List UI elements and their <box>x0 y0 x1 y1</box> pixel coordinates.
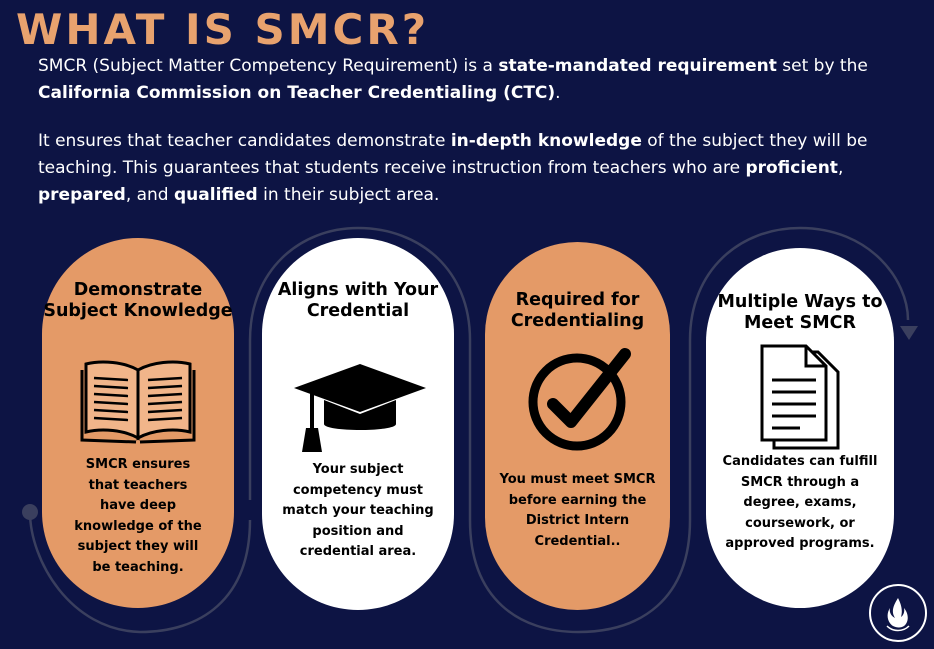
intro-bold-text: state-mandated requirement <box>498 56 777 76</box>
card-description: SMCR ensures that teachers have deep knowledge of the subject they will be teaching. <box>74 457 202 575</box>
card-description: Candidates can fulfill SMCR through a degree, exams, coursework, or approved programs. <box>722 454 878 551</box>
intro-bold-text: in-depth knowledge <box>450 131 642 151</box>
page-title: WHAT IS SMCR? <box>16 5 430 54</box>
reach-university-logo <box>869 584 927 642</box>
card-required-for-credentialing <box>485 242 670 610</box>
check-circle-icon <box>525 346 633 454</box>
card-demonstrate-subject-knowledge <box>42 238 234 608</box>
intro-text: , and <box>125 185 175 205</box>
card-title: Multiple Ways to Meet SMCR <box>717 292 883 333</box>
card-description: You must meet SMCR before earning the District Intern Credential.. <box>499 472 656 549</box>
intro-text: , <box>837 158 844 178</box>
intro-bold-text: qualified <box>174 185 258 205</box>
intro-text: . <box>555 83 561 103</box>
card-multiple-ways <box>706 248 894 608</box>
intro-text: set by the <box>776 56 868 76</box>
intro-bold-text: prepared <box>38 185 126 205</box>
card-title: Required for Credentialing <box>510 290 645 331</box>
connector-arrow-icon <box>900 326 918 340</box>
card-aligns-with-credential <box>262 238 454 610</box>
document-icon <box>756 344 846 454</box>
card-title: Demonstrate Subject Knowledge <box>43 280 233 321</box>
connector-start-dot <box>22 504 38 520</box>
logo-emblem-icon <box>871 586 925 640</box>
intro-bold-text: proficient <box>745 158 838 178</box>
intro-bold-text: California Commission on Teacher Credentialing (CTC) <box>38 83 556 103</box>
intro-text: SMCR (Subject Matter Competency Requirement) is a <box>38 56 499 76</box>
intro-text: in their subject area. <box>257 185 440 205</box>
card-title: Aligns with Your Credential <box>277 280 439 321</box>
intro-text: of the subject they will be teaching. This guarantees that students receive instruction from teachers who are <box>38 131 868 178</box>
card-description: Your subject competency must match your teaching position and credential area. <box>282 462 434 559</box>
graduation-cap-icon <box>292 362 428 454</box>
intro-text: It ensures that teacher candidates demonstrate <box>38 131 451 151</box>
open-book-icon <box>80 356 196 446</box>
